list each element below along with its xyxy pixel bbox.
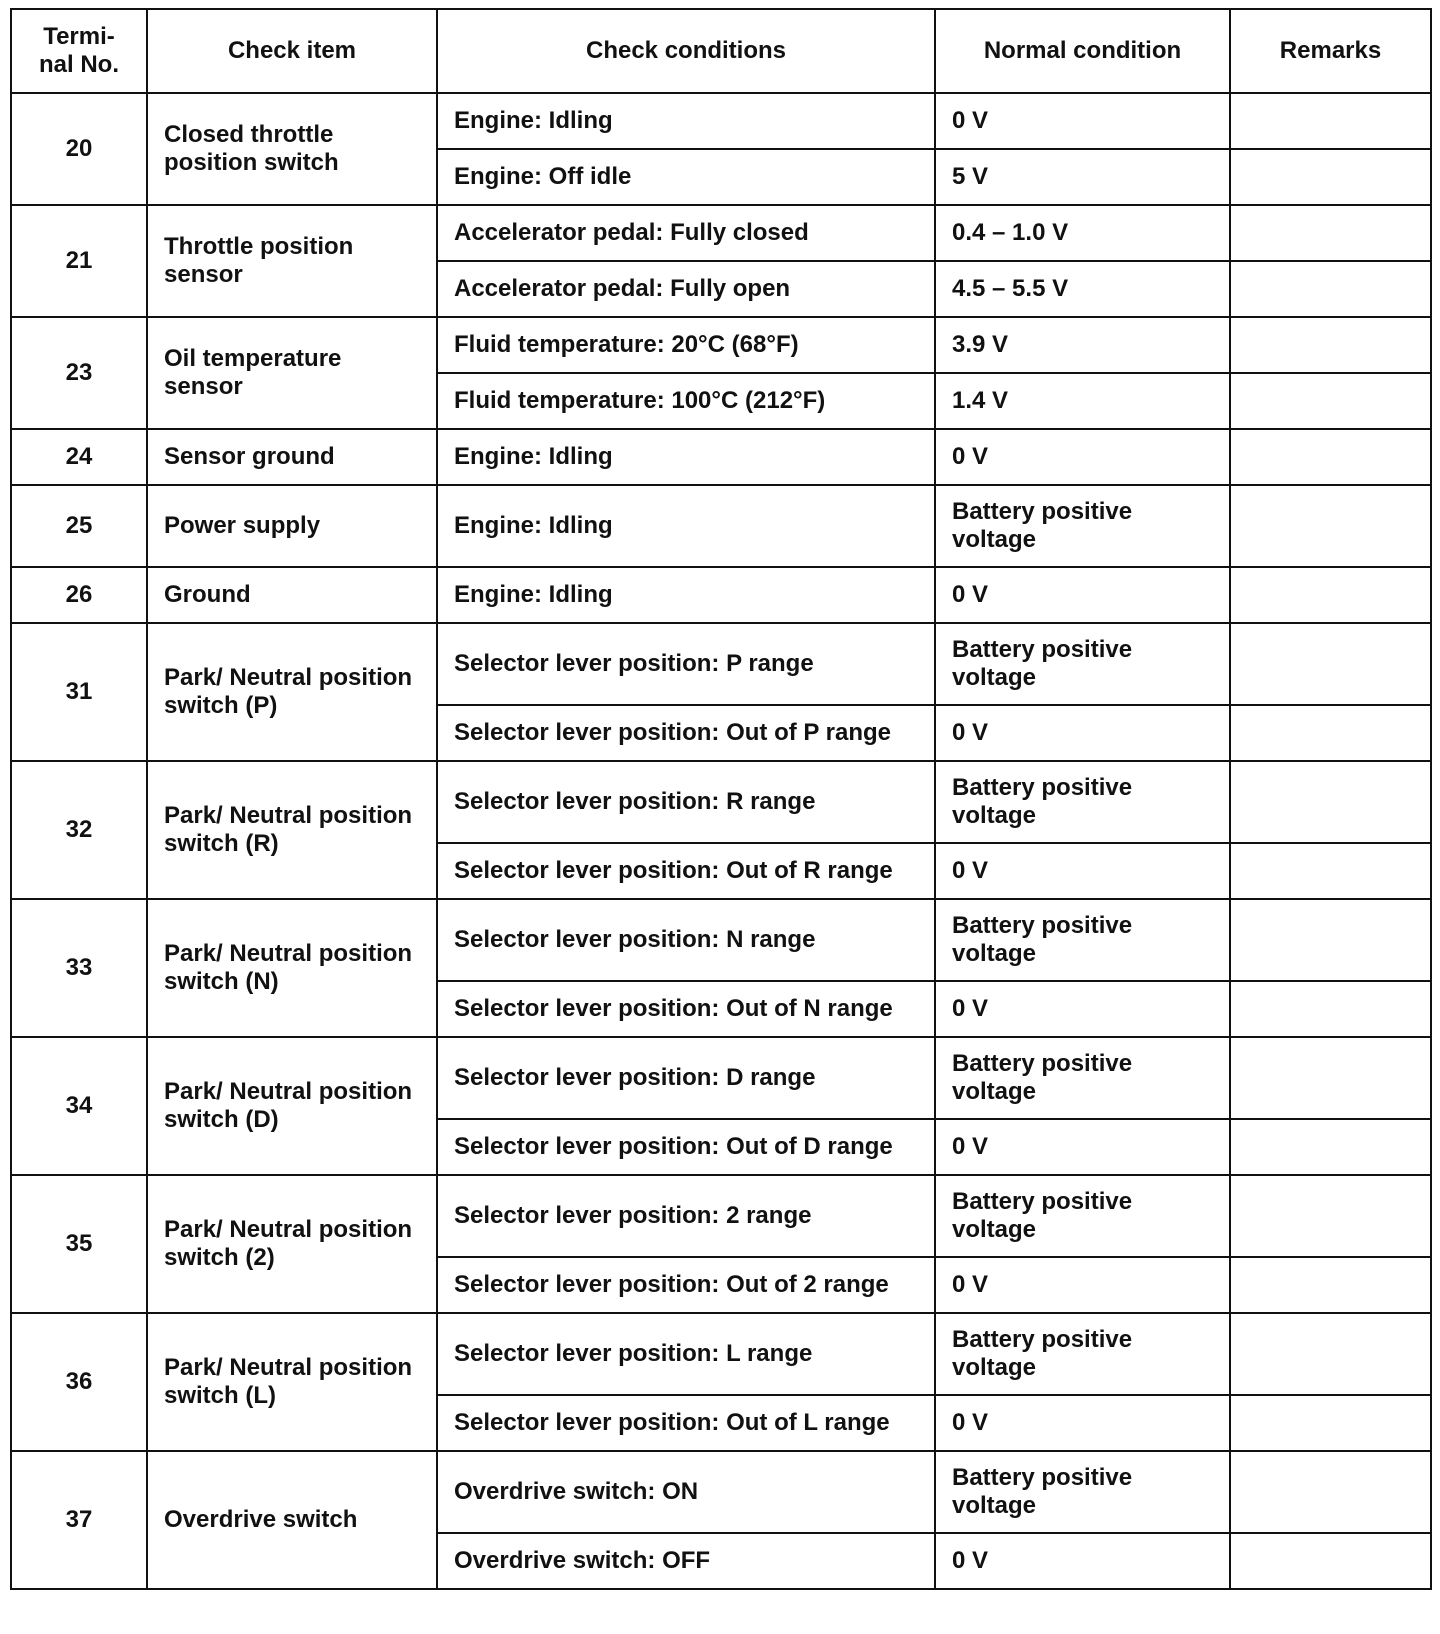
- normal-condition-cell: 3.9 V: [935, 317, 1230, 373]
- header-terminal-label: Termi- nal No.: [38, 23, 119, 78]
- check-condition-cell: Overdrive switch: ON: [437, 1451, 935, 1533]
- table-row: [11, 317, 1431, 373]
- terminal-number-cell: 37: [11, 1451, 147, 1589]
- remarks-cell: [1230, 1533, 1431, 1589]
- table-row: [11, 1313, 1431, 1395]
- remarks-cell: [1230, 1119, 1431, 1175]
- table-row: [11, 1175, 1431, 1257]
- check-condition-cell: Engine: Idling: [437, 429, 935, 485]
- normal-condition-cell: Battery positive voltage: [935, 899, 1230, 981]
- terminal-number-cell: 23: [11, 317, 147, 429]
- check-condition-cell: Engine: Idling: [437, 93, 935, 149]
- table-row: [11, 623, 1431, 705]
- check-condition-cell: Fluid temperature: 20°C (68°F): [437, 317, 935, 373]
- remarks-cell: [1230, 1395, 1431, 1451]
- normal-condition-cell: Battery positive voltage: [935, 1313, 1230, 1395]
- check-condition-cell: Selector lever position: P range: [437, 623, 935, 705]
- normal-condition-cell: 4.5 – 5.5 V: [935, 261, 1230, 317]
- terminal-number-cell: 20: [11, 93, 147, 205]
- check-item-cell: Sensor ground: [147, 429, 437, 485]
- table-header: [11, 9, 1431, 93]
- check-item-cell: Oil temperature sensor: [147, 317, 437, 429]
- normal-condition-cell: 0 V: [935, 1257, 1230, 1313]
- remarks-cell: [1230, 1257, 1431, 1313]
- header-check-item: Check item: [147, 9, 437, 93]
- header-check-conditions: Check conditions: [437, 9, 935, 93]
- terminal-number-cell: 24: [11, 429, 147, 485]
- normal-condition-cell: 0 V: [935, 705, 1230, 761]
- remarks-cell: [1230, 1175, 1431, 1257]
- check-condition-cell: Selector lever position: Out of N range: [437, 981, 935, 1037]
- table-row: [11, 485, 1431, 567]
- remarks-cell: [1230, 1037, 1431, 1119]
- normal-condition-cell: 0 V: [935, 1533, 1230, 1589]
- remarks-cell: [1230, 843, 1431, 899]
- normal-condition-cell: 0.4 – 1.0 V: [935, 205, 1230, 261]
- remarks-cell: [1230, 1313, 1431, 1395]
- normal-condition-cell: 0 V: [935, 843, 1230, 899]
- remarks-cell: [1230, 205, 1431, 261]
- check-condition-cell: Selector lever position: 2 range: [437, 1175, 935, 1257]
- table-row: [11, 899, 1431, 981]
- check-condition-cell: Selector lever position: Out of D range: [437, 1119, 935, 1175]
- check-item-cell: Park/ Neutral position switch (R): [147, 761, 437, 899]
- table-row: [11, 761, 1431, 843]
- check-item-cell: Power supply: [147, 485, 437, 567]
- remarks-cell: [1230, 485, 1431, 567]
- remarks-cell: [1230, 93, 1431, 149]
- terminal-number-cell: 31: [11, 623, 147, 761]
- check-condition-cell: Selector lever position: Out of 2 range: [437, 1257, 935, 1313]
- check-item-cell: Throttle position sensor: [147, 205, 437, 317]
- check-condition-cell: Selector lever position: Out of L range: [437, 1395, 935, 1451]
- normal-condition-cell: Battery positive voltage: [935, 485, 1230, 567]
- check-item-cell: Closed throttle position switch: [147, 93, 437, 205]
- check-item-cell: Ground: [147, 567, 437, 623]
- check-item-cell: Overdrive switch: [147, 1451, 437, 1589]
- check-condition-cell: Selector lever position: Out of R range: [437, 843, 935, 899]
- table-row: [11, 429, 1431, 485]
- remarks-cell: [1230, 899, 1431, 981]
- normal-condition-cell: 0 V: [935, 429, 1230, 485]
- check-item-cell: Park/ Neutral position switch (P): [147, 623, 437, 761]
- header-normal-condition: Normal condition: [935, 9, 1230, 93]
- remarks-cell: [1230, 623, 1431, 705]
- normal-condition-cell: Battery positive voltage: [935, 1175, 1230, 1257]
- check-condition-cell: Overdrive switch: OFF: [437, 1533, 935, 1589]
- remarks-cell: [1230, 149, 1431, 205]
- normal-condition-cell: 0 V: [935, 567, 1230, 623]
- remarks-cell: [1230, 261, 1431, 317]
- remarks-cell: [1230, 981, 1431, 1037]
- check-condition-cell: Fluid temperature: 100°C (212°F): [437, 373, 935, 429]
- remarks-cell: [1230, 373, 1431, 429]
- normal-condition-cell: Battery positive voltage: [935, 623, 1230, 705]
- check-condition-cell: Accelerator pedal: Fully closed: [437, 205, 935, 261]
- check-item-cell: Park/ Neutral position switch (N): [147, 899, 437, 1037]
- terminal-number-cell: 32: [11, 761, 147, 899]
- check-condition-cell: Selector lever position: D range: [437, 1037, 935, 1119]
- terminal-number-cell: 26: [11, 567, 147, 623]
- remarks-cell: [1230, 317, 1431, 373]
- terminal-number-cell: 36: [11, 1313, 147, 1451]
- remarks-cell: [1230, 429, 1431, 485]
- check-condition-cell: Selector lever position: R range: [437, 761, 935, 843]
- normal-condition-cell: 0 V: [935, 981, 1230, 1037]
- normal-condition-cell: Battery positive voltage: [935, 1451, 1230, 1533]
- normal-condition-cell: Battery positive voltage: [935, 761, 1230, 843]
- check-condition-cell: Selector lever position: N range: [437, 899, 935, 981]
- check-condition-cell: Accelerator pedal: Fully open: [437, 261, 935, 317]
- remarks-cell: [1230, 567, 1431, 623]
- header-terminal-no: [11, 9, 147, 93]
- check-condition-cell: Selector lever position: Out of P range: [437, 705, 935, 761]
- terminal-number-cell: 33: [11, 899, 147, 1037]
- normal-condition-cell: 0 V: [935, 1119, 1230, 1175]
- remarks-cell: [1230, 1451, 1431, 1533]
- normal-condition-cell: 0 V: [935, 1395, 1230, 1451]
- check-condition-cell: Engine: Idling: [437, 485, 935, 567]
- remarks-cell: [1230, 705, 1431, 761]
- table-row: [11, 1451, 1431, 1533]
- table-row: [11, 1037, 1431, 1119]
- terminal-number-cell: 21: [11, 205, 147, 317]
- check-condition-cell: Engine: Idling: [437, 567, 935, 623]
- header-row: [11, 9, 1431, 93]
- normal-condition-cell: 1.4 V: [935, 373, 1230, 429]
- check-condition-cell: Selector lever position: L range: [437, 1313, 935, 1395]
- remarks-cell: [1230, 761, 1431, 843]
- check-item-cell: Park/ Neutral position switch (D): [147, 1037, 437, 1175]
- header-remarks: Remarks: [1230, 9, 1431, 93]
- normal-condition-cell: 5 V: [935, 149, 1230, 205]
- table-row: [11, 205, 1431, 261]
- check-item-cell: Park/ Neutral position switch (L): [147, 1313, 437, 1451]
- normal-condition-cell: Battery positive voltage: [935, 1037, 1230, 1119]
- terminal-number-cell: 34: [11, 1037, 147, 1175]
- normal-condition-cell: 0 V: [935, 93, 1230, 149]
- check-item-cell: Park/ Neutral position switch (2): [147, 1175, 437, 1313]
- table-body: [11, 93, 1431, 1589]
- terminal-number-cell: 25: [11, 485, 147, 567]
- check-condition-cell: Engine: Off idle: [437, 149, 935, 205]
- terminal-check-table: [10, 8, 1432, 1590]
- table-row: [11, 567, 1431, 623]
- terminal-number-cell: 35: [11, 1175, 147, 1313]
- table-row: [11, 93, 1431, 149]
